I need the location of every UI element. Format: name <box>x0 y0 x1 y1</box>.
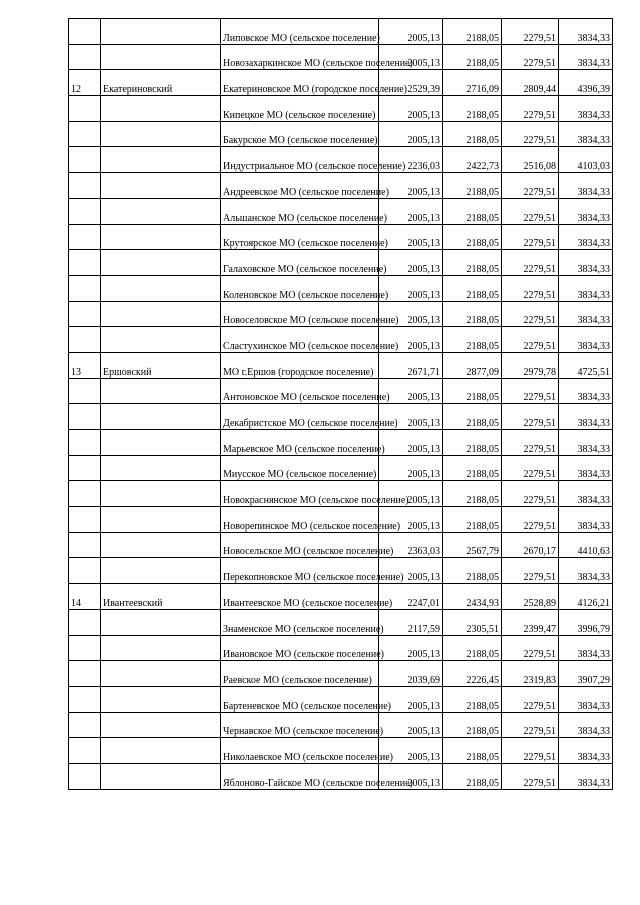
value-cell-3: 2279,51 <box>502 275 559 301</box>
table-row <box>69 635 613 661</box>
district-cell <box>101 763 221 789</box>
district-cell <box>101 635 221 661</box>
value-cell-3: 2279,51 <box>502 198 559 224</box>
value-cell-3: 2399,47 <box>502 609 559 635</box>
table-row <box>69 763 613 789</box>
municipality-cell: Альшанское МО (сельское поселение) <box>221 198 379 224</box>
value-cell-1: 2005,13 <box>379 19 443 45</box>
value-cell-1: 2117,59 <box>379 609 443 635</box>
table-row <box>69 455 613 481</box>
district-cell <box>101 121 221 147</box>
value-cell-2: 2188,05 <box>443 198 502 224</box>
row-number-cell <box>69 609 101 635</box>
table-row <box>69 327 613 353</box>
value-cell-3: 2279,51 <box>502 763 559 789</box>
municipality-cell: Новозахаркинское МО (сельское поселение) <box>221 44 379 70</box>
value-cell-4: 4725,51 <box>559 352 613 378</box>
municipality-cell: Бакурское МО (сельское поселение) <box>221 121 379 147</box>
value-cell-2: 2305,51 <box>443 609 502 635</box>
value-cell-3: 2319,83 <box>502 661 559 687</box>
municipality-cell: МО г.Ершов (городское поселение) <box>221 352 379 378</box>
municipality-cell: Яблоново-Гайское МО (сельское поселение) <box>221 763 379 789</box>
value-cell-4: 3834,33 <box>559 198 613 224</box>
value-cell-2: 2188,05 <box>443 173 502 199</box>
value-cell-4: 3834,33 <box>559 404 613 430</box>
value-cell-3: 2279,51 <box>502 507 559 533</box>
municipality-cell: Миусское МО (сельское поселение) <box>221 455 379 481</box>
value-cell-4: 4103,03 <box>559 147 613 173</box>
value-cell-3: 2279,51 <box>502 378 559 404</box>
value-cell-2: 2188,05 <box>443 481 502 507</box>
district-cell <box>101 455 221 481</box>
district-cell <box>101 224 221 250</box>
value-cell-4: 3834,33 <box>559 327 613 353</box>
table-row <box>69 224 613 250</box>
municipality-cell: Перекопновское МО (сельское поселение) <box>221 558 379 584</box>
row-number-cell <box>69 147 101 173</box>
value-cell-2: 2226,45 <box>443 661 502 687</box>
value-cell-1: 2005,13 <box>379 96 443 122</box>
district-cell <box>101 430 221 456</box>
row-number-cell <box>69 378 101 404</box>
row-number-cell <box>69 275 101 301</box>
value-cell-4: 3996,79 <box>559 609 613 635</box>
value-cell-4: 3834,33 <box>559 455 613 481</box>
municipality-cell: Екатериновское МО (городское поселение) <box>221 70 379 96</box>
district-cell <box>101 173 221 199</box>
municipality-cell: Бартеневское МО (сельское поселение) <box>221 686 379 712</box>
row-number-cell: 14 <box>69 584 101 610</box>
value-cell-4: 3907,29 <box>559 661 613 687</box>
row-number-cell: 12 <box>69 70 101 96</box>
row-number-cell <box>69 44 101 70</box>
value-cell-1: 2247,01 <box>379 584 443 610</box>
value-cell-2: 2188,05 <box>443 250 502 276</box>
district-cell <box>101 19 221 45</box>
district-cell <box>101 301 221 327</box>
municipality-cell: Андреевское МО (сельское поселение) <box>221 173 379 199</box>
row-number-cell: 13 <box>69 352 101 378</box>
table-row <box>69 70 613 96</box>
value-cell-1: 2005,13 <box>379 173 443 199</box>
value-cell-2: 2567,79 <box>443 532 502 558</box>
value-cell-2: 2188,05 <box>443 712 502 738</box>
value-cell-2: 2188,05 <box>443 19 502 45</box>
value-cell-3: 2279,51 <box>502 44 559 70</box>
row-number-cell <box>69 712 101 738</box>
value-cell-1: 2005,13 <box>379 44 443 70</box>
value-cell-1: 2005,13 <box>379 635 443 661</box>
row-number-cell <box>69 301 101 327</box>
table-row <box>69 275 613 301</box>
value-cell-2: 2188,05 <box>443 738 502 764</box>
municipality-cell: Кипецкое МО (сельское поселение) <box>221 96 379 122</box>
value-cell-2: 2188,05 <box>443 378 502 404</box>
value-cell-3: 2279,51 <box>502 430 559 456</box>
row-number-cell <box>69 327 101 353</box>
municipality-cell: Галаховское МО (сельское поселение) <box>221 250 379 276</box>
value-cell-4: 4410,63 <box>559 532 613 558</box>
table-row <box>69 301 613 327</box>
municipality-cell: Новорепинское МО (сельское поселение) <box>221 507 379 533</box>
value-cell-4: 3834,33 <box>559 763 613 789</box>
table-row <box>69 96 613 122</box>
row-number-cell <box>69 507 101 533</box>
district-cell <box>101 44 221 70</box>
district-cell <box>101 96 221 122</box>
row-number-cell <box>69 96 101 122</box>
municipality-cell: Чернавское МО (сельское поселение) <box>221 712 379 738</box>
municipality-cell: Марьевское МО (сельское поселение) <box>221 430 379 456</box>
value-cell-2: 2188,05 <box>443 327 502 353</box>
district-cell <box>101 609 221 635</box>
row-number-cell <box>69 661 101 687</box>
table-row <box>69 686 613 712</box>
value-cell-3: 2279,51 <box>502 96 559 122</box>
value-cell-3: 2979,78 <box>502 352 559 378</box>
value-cell-2: 2422,73 <box>443 147 502 173</box>
value-cell-3: 2279,51 <box>502 712 559 738</box>
value-cell-4: 3834,33 <box>559 173 613 199</box>
row-number-cell <box>69 404 101 430</box>
district-cell <box>101 712 221 738</box>
table-row <box>69 507 613 533</box>
table-row <box>69 558 613 584</box>
value-cell-2: 2188,05 <box>443 96 502 122</box>
value-cell-2: 2188,05 <box>443 455 502 481</box>
value-cell-3: 2279,51 <box>502 481 559 507</box>
municipality-cell: Знаменское МО (сельское поселение) <box>221 609 379 635</box>
district-cell <box>101 661 221 687</box>
value-cell-2: 2188,05 <box>443 430 502 456</box>
value-cell-1: 2005,13 <box>379 121 443 147</box>
row-number-cell <box>69 455 101 481</box>
value-cell-1: 2005,13 <box>379 301 443 327</box>
municipality-cell: Новокраснянское МО (сельское поселение) <box>221 481 379 507</box>
value-cell-1: 2005,13 <box>379 198 443 224</box>
value-cell-1: 2005,13 <box>379 763 443 789</box>
value-cell-3: 2279,51 <box>502 635 559 661</box>
table-row <box>69 584 613 610</box>
value-cell-1: 2005,13 <box>379 378 443 404</box>
value-cell-3: 2809,44 <box>502 70 559 96</box>
value-cell-1: 2039,69 <box>379 661 443 687</box>
value-cell-4: 3834,33 <box>559 686 613 712</box>
table-row <box>69 44 613 70</box>
district-cell <box>101 558 221 584</box>
district-cell <box>101 686 221 712</box>
district-cell: Ивантеевский <box>101 584 221 610</box>
table-row <box>69 481 613 507</box>
value-cell-3: 2279,51 <box>502 327 559 353</box>
municipality-cell: Раевское МО (сельское поселение) <box>221 661 379 687</box>
table-body <box>69 19 613 790</box>
value-cell-2: 2188,05 <box>443 301 502 327</box>
value-cell-4: 3834,33 <box>559 19 613 45</box>
value-cell-1: 2236,03 <box>379 147 443 173</box>
value-cell-4: 3834,33 <box>559 275 613 301</box>
value-cell-3: 2279,51 <box>502 558 559 584</box>
district-cell <box>101 507 221 533</box>
value-cell-3: 2279,51 <box>502 250 559 276</box>
value-cell-2: 2188,05 <box>443 635 502 661</box>
value-cell-3: 2279,51 <box>502 224 559 250</box>
district-cell: Ершовский <box>101 352 221 378</box>
district-cell <box>101 378 221 404</box>
table-row <box>69 121 613 147</box>
value-cell-1: 2005,13 <box>379 481 443 507</box>
value-cell-4: 3834,33 <box>559 635 613 661</box>
row-number-cell <box>69 481 101 507</box>
district-cell: Екатериновский <box>101 70 221 96</box>
value-cell-3: 2279,51 <box>502 121 559 147</box>
table-row <box>69 712 613 738</box>
value-cell-1: 2005,13 <box>379 507 443 533</box>
district-cell <box>101 327 221 353</box>
municipality-cell: Декабристское МО (сельское поселение) <box>221 404 379 430</box>
row-number-cell <box>69 635 101 661</box>
row-number-cell <box>69 224 101 250</box>
value-cell-3: 2279,51 <box>502 173 559 199</box>
value-cell-1: 2005,13 <box>379 404 443 430</box>
value-cell-4: 3834,33 <box>559 738 613 764</box>
value-cell-2: 2188,05 <box>443 275 502 301</box>
value-cell-1: 2005,13 <box>379 327 443 353</box>
tariff-table <box>68 18 613 790</box>
value-cell-4: 3834,33 <box>559 250 613 276</box>
value-cell-2: 2716,09 <box>443 70 502 96</box>
table-row <box>69 352 613 378</box>
municipality-cell: Новоселовское МО (сельское поселение) <box>221 301 379 327</box>
table-row <box>69 378 613 404</box>
value-cell-4: 3834,33 <box>559 96 613 122</box>
row-number-cell <box>69 19 101 45</box>
table-row <box>69 430 613 456</box>
value-cell-2: 2188,05 <box>443 558 502 584</box>
district-cell <box>101 738 221 764</box>
row-number-cell <box>69 686 101 712</box>
value-cell-2: 2188,05 <box>443 44 502 70</box>
table-row <box>69 173 613 199</box>
municipality-cell: Антоновское МО (сельское поселение) <box>221 378 379 404</box>
value-cell-3: 2670,17 <box>502 532 559 558</box>
value-cell-4: 3834,33 <box>559 507 613 533</box>
municipality-cell: Индустриальное МО (сельское поселение) <box>221 147 379 173</box>
value-cell-1: 2005,13 <box>379 738 443 764</box>
table-row <box>69 661 613 687</box>
value-cell-1: 2005,13 <box>379 558 443 584</box>
value-cell-4: 3834,33 <box>559 301 613 327</box>
value-cell-2: 2188,05 <box>443 763 502 789</box>
value-cell-4: 3834,33 <box>559 558 613 584</box>
district-cell <box>101 147 221 173</box>
value-cell-3: 2516,08 <box>502 147 559 173</box>
table-row <box>69 532 613 558</box>
district-cell <box>101 250 221 276</box>
row-number-cell <box>69 763 101 789</box>
value-cell-3: 2279,51 <box>502 455 559 481</box>
row-number-cell <box>69 198 101 224</box>
municipality-cell: Крутоярское МО (сельское поселение) <box>221 224 379 250</box>
table-row <box>69 738 613 764</box>
row-number-cell <box>69 121 101 147</box>
value-cell-1: 2363,03 <box>379 532 443 558</box>
value-cell-2: 2877,09 <box>443 352 502 378</box>
district-cell <box>101 275 221 301</box>
value-cell-1: 2005,13 <box>379 275 443 301</box>
municipality-cell: Ивантеевское МО (сельское поселение) <box>221 584 379 610</box>
municipality-cell: Липовское МО (сельское поселение) <box>221 19 379 45</box>
table-row <box>69 609 613 635</box>
row-number-cell <box>69 250 101 276</box>
value-cell-2: 2188,05 <box>443 404 502 430</box>
row-number-cell <box>69 532 101 558</box>
value-cell-4: 3834,33 <box>559 430 613 456</box>
value-cell-1: 2005,13 <box>379 455 443 481</box>
value-cell-1: 2671,71 <box>379 352 443 378</box>
table-row <box>69 404 613 430</box>
value-cell-3: 2279,51 <box>502 301 559 327</box>
value-cell-1: 2529,39 <box>379 70 443 96</box>
row-number-cell <box>69 738 101 764</box>
value-cell-1: 2005,13 <box>379 250 443 276</box>
municipality-cell: Николаевское МО (сельское поселение) <box>221 738 379 764</box>
municipality-cell: Ивановское МО (сельское поселение) <box>221 635 379 661</box>
row-number-cell <box>69 173 101 199</box>
value-cell-4: 3834,33 <box>559 224 613 250</box>
value-cell-2: 2188,05 <box>443 224 502 250</box>
district-cell <box>101 198 221 224</box>
municipality-cell: Коленовское МО (сельское поселение) <box>221 275 379 301</box>
value-cell-4: 3834,33 <box>559 44 613 70</box>
table-row <box>69 250 613 276</box>
value-cell-3: 2279,51 <box>502 686 559 712</box>
row-number-cell <box>69 430 101 456</box>
value-cell-1: 2005,13 <box>379 224 443 250</box>
value-cell-2: 2188,05 <box>443 507 502 533</box>
value-cell-3: 2279,51 <box>502 738 559 764</box>
value-cell-4: 3834,33 <box>559 481 613 507</box>
district-cell <box>101 532 221 558</box>
table-row <box>69 19 613 45</box>
value-cell-1: 2005,13 <box>379 686 443 712</box>
value-cell-4: 4126,21 <box>559 584 613 610</box>
table-row <box>69 198 613 224</box>
value-cell-4: 3834,33 <box>559 712 613 738</box>
value-cell-2: 2188,05 <box>443 686 502 712</box>
value-cell-1: 2005,13 <box>379 712 443 738</box>
value-cell-3: 2528,89 <box>502 584 559 610</box>
value-cell-3: 2279,51 <box>502 404 559 430</box>
value-cell-3: 2279,51 <box>502 19 559 45</box>
value-cell-4: 4396,39 <box>559 70 613 96</box>
value-cell-1: 2005,13 <box>379 430 443 456</box>
value-cell-2: 2188,05 <box>443 121 502 147</box>
value-cell-4: 3834,33 <box>559 121 613 147</box>
municipality-cell: Сластухинское МО (сельское поселение) <box>221 327 379 353</box>
value-cell-2: 2434,93 <box>443 584 502 610</box>
table-row <box>69 147 613 173</box>
district-cell <box>101 481 221 507</box>
value-cell-4: 3834,33 <box>559 378 613 404</box>
municipality-cell: Новосельское МО (сельское поселение) <box>221 532 379 558</box>
row-number-cell <box>69 558 101 584</box>
district-cell <box>101 404 221 430</box>
